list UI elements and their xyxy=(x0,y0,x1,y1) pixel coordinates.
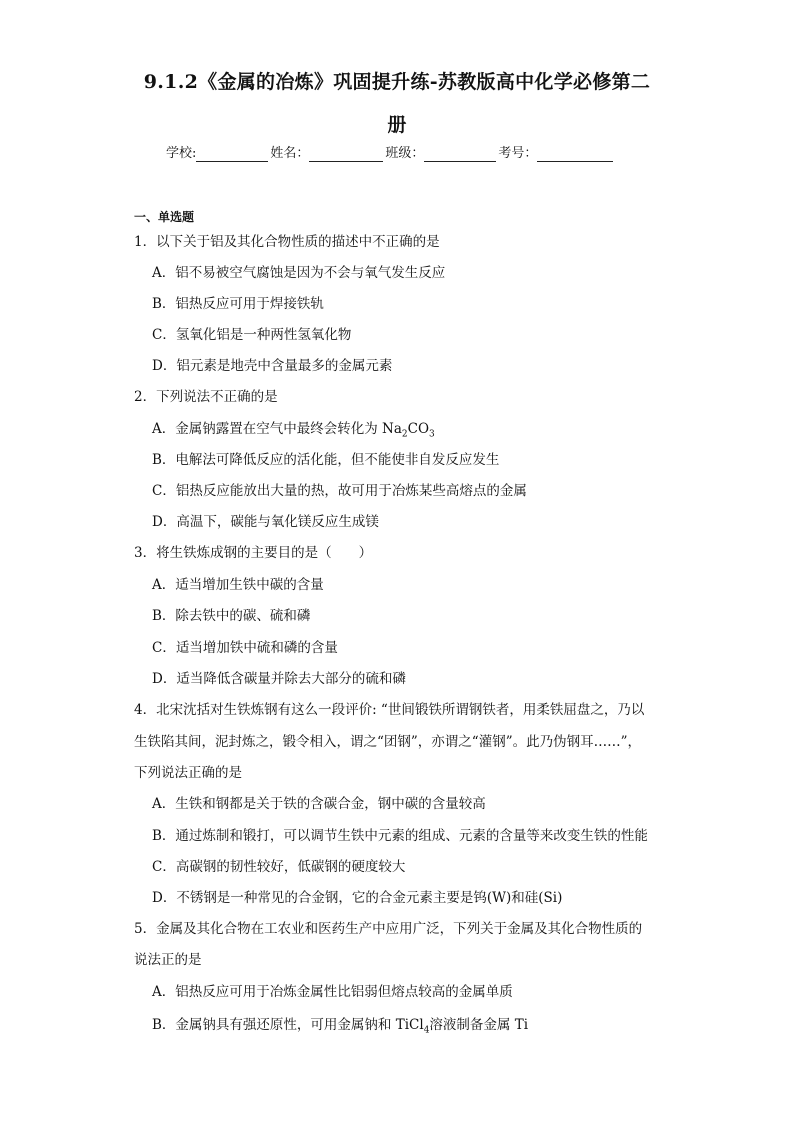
class-label: 班级： xyxy=(385,146,425,161)
name-blank xyxy=(309,147,383,162)
question-1-stem: 1．以下关于铝及其化合物性质的描述中不正确的是 xyxy=(134,234,440,250)
question-3-stem: 3．将生铁炼成钢的主要目的是（ ） xyxy=(134,545,373,561)
question-1-option-a: A．铝不易被空气腐蚀是因为不会与氧气发生反应 xyxy=(152,265,446,281)
question-3-option-a: A．适当增加生铁中碳的含量 xyxy=(152,577,324,593)
student-info-row xyxy=(166,146,636,162)
question-3-option-d: D．适当降低含碳量并除去大部分的硫和磷 xyxy=(152,671,406,687)
question-4-stem-line-3: 下列说法正确的是 xyxy=(134,765,242,781)
question-5-option-a: A．铝热反应可用于冶炼金属性比铝弱但熔点较高的金属单质 xyxy=(152,984,513,1000)
question-4-option-c: C．高碳钢的韧性较好，低碳钢的硬度较大 xyxy=(152,859,406,875)
question-1-option-b: B．铝热反应可用于焊接铁轨 xyxy=(152,296,324,312)
question-4-option-b: B．通过炼制和锻打，可以调节生铁中元素的组成、元素的含量等来改变生铁的性能 xyxy=(152,828,648,844)
school-blank xyxy=(196,147,268,162)
question-5-option-b xyxy=(152,1017,529,1036)
formula-subscript: 4 xyxy=(423,1025,430,1036)
page-title: 9.1.2《金属的冶炼》巩固提升练-苏教版高中化学必修第二 xyxy=(143,71,651,93)
name-label: 姓名： xyxy=(270,146,310,161)
formula-part: CO xyxy=(407,421,430,437)
school-label: 学校: xyxy=(166,146,197,161)
question-2-option-c: C．铝热反应能放出大量的热，故可用于冶炼某些高熔点的金属 xyxy=(152,483,527,499)
question-5-stem-line-2: 说法正的是 xyxy=(134,952,202,968)
page-title-continued: 册 xyxy=(387,114,407,136)
question-1-option-c: C．氢氧化铝是一种两性氢氧化物 xyxy=(152,327,352,343)
section-heading: 一、单选题 xyxy=(134,210,195,224)
formula-part: 溶液制备金属 Ti xyxy=(429,1017,529,1033)
exam-number-blank xyxy=(537,147,613,162)
formula-subscript: 2 xyxy=(401,429,408,440)
question-3-option-b: B．除去铁中的碳、硫和磷 xyxy=(152,608,311,624)
question-1-option-d: D．铝元素是地壳中含量最多的金属元素 xyxy=(152,358,393,374)
question-5-stem-line-1: 5．金属及其化合物在工农业和医药生产中应用广泛，下列关于金属及其化合物性质的 xyxy=(134,921,643,937)
exam-number-label: 考号： xyxy=(498,146,538,161)
class-blank xyxy=(424,147,496,162)
formula-subscript: 3 xyxy=(429,429,435,440)
question-2-option-a xyxy=(152,421,435,440)
question-2-option-b: B．电解法可降低反应的活化能，但不能使非自发反应发生 xyxy=(152,452,500,468)
question-2-option-d: D．高温下，碳能与氧化镁反应生成镁 xyxy=(152,514,379,530)
question-5-option-b-text: B．金属钠具有强还原性，可用金属钠和 TiCl xyxy=(152,1017,424,1033)
question-4-option-a: A．生铁和钢都是关于铁的含碳合金，钢中碳的含量较高 xyxy=(152,796,486,812)
question-2-option-a-text: A．金属钠露置在空气中最终会转化为 Na xyxy=(152,421,402,437)
question-3-option-c: C．适当增加铁中硫和磷的含量 xyxy=(152,640,338,656)
question-4-option-d: D．不锈钢是一种常见的合金钢，它的合金元素主要是钨(W)和硅(Si) xyxy=(152,890,563,906)
question-4-stem-line-2: 生铁陷其间，泥封炼之，锻令相入，谓之“团钢”，亦谓之“灌钢”。此乃伪钢耳……”， xyxy=(134,734,642,750)
question-4-stem-line-1: 4．北宋沈括对生铁炼钢有这么一段评价: “世间锻铁所谓钢铁者，用柔铁屈盘之，乃以 xyxy=(134,702,645,718)
question-2-stem: 2．下列说法不正确的是 xyxy=(134,389,278,405)
